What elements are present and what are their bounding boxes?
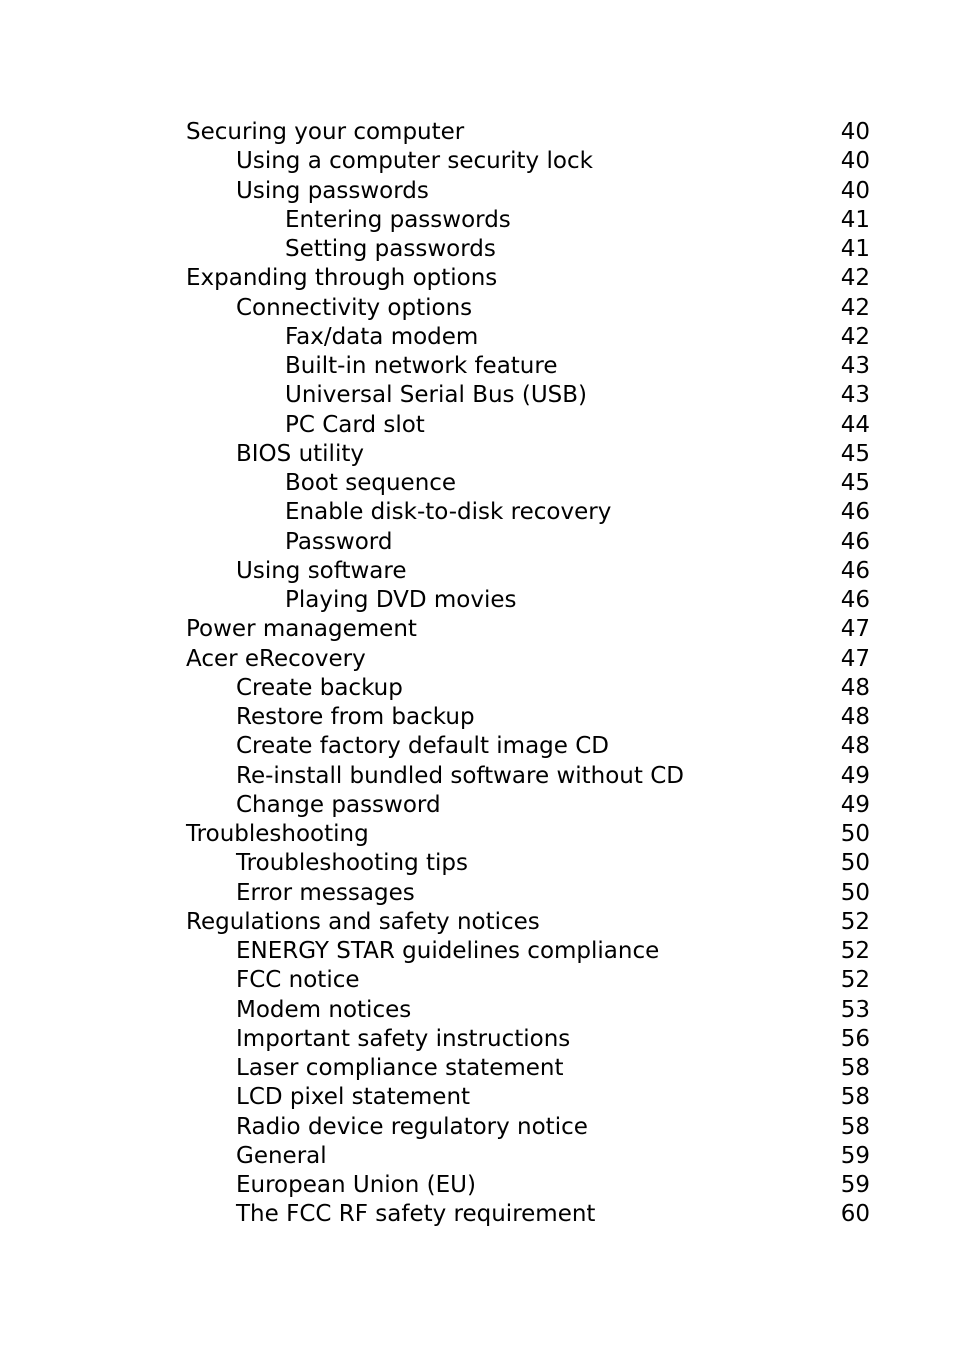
toc-entry[interactable] — [186, 323, 870, 352]
toc-entry[interactable] — [186, 615, 870, 644]
toc-entry-page-number: 48 — [840, 733, 870, 760]
toc-entry-title: Create backup — [236, 674, 403, 701]
toc-entry[interactable] — [186, 674, 870, 703]
toc-entry-page-number: 43 — [840, 353, 870, 379]
toc-entry-title: PC Card slot — [285, 411, 425, 438]
toc-entry[interactable] — [186, 966, 870, 995]
toc-entry-page-number: 40 — [840, 119, 870, 145]
toc-entry-page-number: 47 — [840, 645, 870, 672]
toc-entry-page-number: 49 — [840, 762, 870, 789]
toc-entry[interactable] — [186, 557, 870, 586]
toc-entry[interactable] — [186, 206, 870, 235]
toc-entry-page-number: 44 — [840, 411, 870, 438]
toc-entry[interactable] — [186, 147, 870, 176]
toc-entry[interactable] — [186, 996, 870, 1025]
toc-entry-page-number: 59 — [840, 1142, 870, 1169]
toc-entry-title: Re-install bundled software without CD — [236, 762, 684, 789]
toc-entry-title: BIOS utility — [236, 440, 364, 467]
toc-entry-title: Expanding through options — [186, 265, 498, 292]
toc-entry[interactable] — [186, 879, 870, 908]
toc-entry-title: Connectivity options — [236, 294, 473, 321]
toc-entry-page-number: 47 — [840, 616, 870, 643]
toc-entry-page-number: 56 — [840, 1025, 870, 1052]
toc-entry-title: Fax/data modem — [285, 323, 479, 350]
table-of-contents — [186, 118, 870, 1230]
toc-entry[interactable] — [186, 645, 870, 674]
toc-entry[interactable] — [186, 732, 870, 761]
toc-entry[interactable] — [186, 1113, 870, 1142]
toc-entry-title: FCC notice — [236, 967, 360, 994]
toc-entry[interactable] — [186, 440, 870, 469]
toc-entry-page-number: 58 — [840, 1084, 870, 1111]
toc-entry-title: Enable disk-to-disk recovery — [285, 499, 612, 526]
toc-entry-title: Important safety instructions — [236, 1025, 571, 1052]
toc-entry-title: Using software — [236, 557, 407, 584]
toc-entry-page-number: 45 — [840, 470, 870, 496]
toc-entry[interactable] — [186, 264, 870, 293]
toc-entry[interactable] — [186, 937, 870, 966]
toc-entry-page-number: 46 — [840, 528, 870, 555]
toc-entry[interactable] — [186, 469, 870, 498]
toc-entry[interactable] — [186, 586, 870, 615]
toc-entry[interactable] — [186, 1025, 870, 1054]
toc-entry-title: General — [236, 1142, 327, 1169]
toc-entry-title: Using passwords — [236, 177, 429, 204]
toc-entry-title: Setting passwords — [285, 236, 496, 262]
toc-entry-page-number: 41 — [840, 236, 870, 262]
toc-entry[interactable] — [186, 177, 870, 206]
toc-entry-page-number: 50 — [840, 850, 870, 877]
toc-entry-title: Modem notices — [236, 996, 412, 1023]
toc-entry[interactable] — [186, 908, 870, 937]
toc-entry-title: Using a computer security lock — [236, 148, 593, 175]
toc-entry-title: Password — [285, 528, 393, 555]
toc-entry[interactable] — [186, 118, 870, 147]
toc-entry-page-number: 45 — [840, 440, 870, 467]
toc-entry-title: Entering passwords — [285, 206, 511, 233]
toc-entry-title: Laser compliance statement — [236, 1055, 564, 1081]
toc-entry[interactable] — [186, 381, 870, 410]
toc-entry[interactable] — [186, 1171, 870, 1200]
toc-entry[interactable] — [186, 528, 870, 557]
toc-entry-page-number: 50 — [840, 879, 870, 906]
toc-entry[interactable] — [186, 498, 870, 527]
toc-entry-page-number: 46 — [840, 587, 870, 613]
toc-entry[interactable] — [186, 1054, 870, 1083]
toc-entry-page-number: 42 — [840, 294, 870, 321]
toc-entry[interactable] — [186, 294, 870, 323]
toc-entry-page-number: 58 — [840, 1055, 870, 1081]
toc-entry-page-number: 41 — [840, 206, 870, 233]
toc-entry-page-number: 52 — [840, 908, 870, 935]
toc-entry-title: Change password — [236, 791, 441, 818]
toc-entry-page-number: 52 — [840, 938, 870, 964]
toc-entry-title: European Union (EU) — [236, 1172, 476, 1198]
toc-entry-title: LCD pixel statement — [236, 1084, 471, 1111]
toc-entry-page-number: 58 — [840, 1113, 870, 1140]
toc-entry-title: Regulations and safety notices — [186, 908, 540, 935]
toc-entry-page-number: 53 — [840, 996, 870, 1023]
toc-entry-page-number: 49 — [840, 791, 870, 818]
toc-entry-page-number: 46 — [840, 557, 870, 584]
toc-entry-title: Playing DVD movies — [285, 587, 517, 613]
toc-entry-title: ENERGY STAR guidelines compliance — [236, 938, 660, 964]
toc-entry-page-number: 48 — [840, 674, 870, 701]
toc-entry-page-number: 40 — [840, 177, 870, 204]
toc-entry-title: Built-in network feature — [285, 353, 558, 379]
toc-entry-page-number: 42 — [840, 323, 870, 350]
toc-entry[interactable] — [186, 411, 870, 440]
toc-entry-page-number: 60 — [840, 1201, 870, 1228]
toc-entry[interactable] — [186, 1083, 870, 1112]
toc-entry[interactable] — [186, 762, 870, 791]
toc-entry-title: Acer eRecovery — [186, 645, 366, 672]
toc-entry[interactable] — [186, 352, 870, 381]
toc-entry-title: Troubleshooting tips — [236, 850, 468, 877]
toc-entry[interactable] — [186, 235, 870, 264]
toc-entry[interactable] — [186, 1142, 870, 1171]
toc-entry-title: Create factory default image CD — [236, 733, 609, 760]
toc-entry-title: Boot sequence — [285, 470, 457, 496]
toc-entry-page-number: 43 — [840, 382, 870, 409]
toc-entry-page-number: 46 — [840, 499, 870, 526]
toc-entry[interactable] — [186, 849, 870, 878]
toc-entry-page-number: 42 — [840, 265, 870, 292]
toc-entry-title: Error messages — [236, 879, 415, 906]
toc-entry-title: Radio device regulatory notice — [236, 1113, 588, 1140]
toc-entry[interactable] — [186, 703, 870, 732]
toc-entry-page-number: 59 — [840, 1172, 870, 1198]
toc-entry-page-number: 48 — [840, 704, 870, 730]
toc-entry-title: Universal Serial Bus (USB) — [285, 382, 587, 409]
toc-entry[interactable] — [186, 1200, 870, 1229]
toc-entry[interactable] — [186, 791, 870, 820]
toc-entry[interactable] — [186, 820, 870, 849]
toc-entry-page-number: 50 — [840, 821, 870, 847]
toc-entry-page-number: 40 — [840, 148, 870, 175]
toc-entry-title: Restore from backup — [236, 704, 475, 730]
toc-entry-title: The FCC RF safety requirement — [236, 1201, 596, 1228]
toc-entry-title: Troubleshooting — [186, 821, 369, 847]
toc-entry-title: Power management — [186, 616, 417, 643]
toc-entry-page-number: 52 — [840, 967, 870, 994]
toc-entry-title: Securing your computer — [186, 119, 465, 145]
